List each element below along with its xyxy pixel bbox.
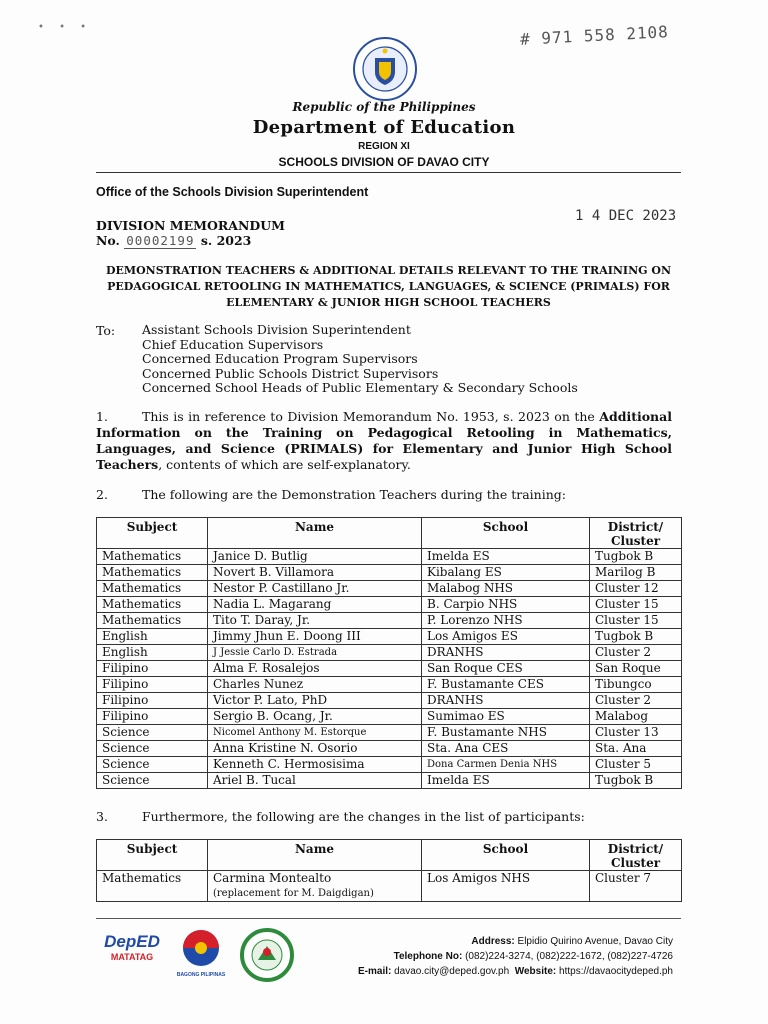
to-label: To: [96, 323, 116, 338]
cell-district: Tugbok B [590, 629, 682, 645]
cell-school: F. Bustamante NHS [422, 725, 590, 741]
cell-subject: Mathematics [97, 565, 208, 581]
cell-name: Tito T. Daray, Jr. [208, 613, 422, 629]
table-row [97, 581, 682, 597]
cell-name-value: Carmina Montealto [213, 871, 332, 885]
cell-subject: Mathematics [97, 597, 208, 613]
bagong-pilipinas-logo [172, 928, 230, 980]
cell-name [208, 871, 422, 902]
division-line: SCHOOLS DIVISION OF DAVAO CITY [278, 155, 490, 169]
footer-telephone [300, 949, 673, 964]
cell-school: B. Carpio NHS [422, 597, 590, 613]
bagong-pilipinas-icon [172, 928, 230, 968]
cell-subject: Science [97, 773, 208, 789]
footer-contact [300, 934, 673, 979]
cell-school: Imelda ES [422, 773, 590, 789]
date-stamp: 1 4 DEC 2023 [575, 208, 677, 224]
memo-no-label: No. [96, 233, 120, 248]
cell-district: Tibungco [590, 677, 682, 693]
cell-district: Marilog B [590, 565, 682, 581]
email-label: E-mail: [358, 966, 392, 977]
table-row [97, 565, 682, 581]
header-school: School [422, 840, 590, 871]
cell-district: Tugbok B [590, 773, 682, 789]
cell-school: P. Lorenzo NHS [422, 613, 590, 629]
table-row [97, 597, 682, 613]
cell-name: J Jessie Carlo D. Estrada [208, 645, 422, 661]
table-row [97, 741, 682, 757]
cell-school: Los Amigos ES [422, 629, 590, 645]
department-title: Department of Education [252, 117, 516, 138]
teacher-rows [97, 549, 682, 789]
cell-name: Ariel B. Tucal [208, 773, 422, 789]
region-line: REGION XI [358, 141, 410, 152]
paragraph-1-pre: This is in reference to Division Memorandum No. 1953, s. 2023 on the [142, 409, 600, 424]
footer-address [300, 934, 673, 949]
cell-school: Sumimao ES [422, 709, 590, 725]
recipient-list [142, 323, 578, 396]
cell-subject: English [97, 629, 208, 645]
address-label: Address: [471, 936, 515, 947]
cell-name: Nadia L. Magarang [208, 597, 422, 613]
paragraph-number: 1. [96, 409, 108, 424]
table-row [97, 773, 682, 789]
header-school: School [422, 518, 590, 549]
recipient-item: Assistant Schools Division Superintendent [142, 322, 411, 337]
cell-school: Malabog NHS [422, 581, 590, 597]
recipient-item: Concerned School Heads of Public Elementary & Secondary Schools [142, 380, 578, 395]
memo-number [96, 233, 251, 248]
cell-name: Janice D. Butlig [208, 549, 422, 565]
deped-matatag-logo [100, 928, 164, 972]
cell-subject: Mathematics [97, 613, 208, 629]
table-row [97, 661, 682, 677]
recipient-item: Concerned Public Schools District Supervisors [142, 365, 439, 381]
table-header-row [97, 518, 682, 549]
cell-subject: Filipino [97, 709, 208, 725]
office-line: Office of the Schools Division Superintendent [96, 185, 369, 199]
memo-title: DIVISION MEMORANDUM [96, 218, 285, 233]
cell-subject: Filipino [97, 677, 208, 693]
cell-subject: Filipino [97, 693, 208, 709]
header-name: Name [208, 840, 422, 871]
cell-school: Dona Carmen Denia NHS [422, 757, 590, 773]
header-divider [96, 172, 681, 173]
cell-subject: Science [97, 725, 208, 741]
table-row [97, 871, 682, 902]
cell-school: Los Amigos NHS [422, 871, 590, 902]
deped-logo-text: DepED [104, 932, 160, 951]
paragraph-3 [96, 809, 672, 825]
paragraph-1-bold: Additional Information on the Training on Pedagogical Retooling in Mathematics, Languages, and Science (PRIMALS) for Elementary and Junior High School Teachers [96, 409, 672, 472]
footer-divider [96, 918, 681, 919]
recipient-item: Chief Education Supervisors [142, 336, 324, 352]
davao-city-division-seal-icon [238, 928, 296, 982]
cell-subject: Science [97, 741, 208, 757]
participant-changes-table [96, 839, 682, 902]
cell-subject: English [97, 645, 208, 661]
cell-district: San Roque [590, 661, 682, 677]
table-row [97, 709, 682, 725]
table-row [97, 725, 682, 741]
cell-subject: Science [97, 757, 208, 773]
cell-name: Alma F. Rosalejos [208, 661, 422, 677]
cell-district: Cluster 7 [590, 871, 682, 902]
paragraph-2 [96, 487, 672, 503]
header-subject: Subject [97, 840, 208, 871]
paragraph-1-post: , contents of which are self-explanatory. [158, 457, 411, 472]
table-row [97, 613, 682, 629]
header-district: District/ Cluster [590, 840, 682, 871]
recipient-item: Concerned Education Program Supervisors [142, 351, 418, 366]
cell-subject: Filipino [97, 661, 208, 677]
telephone-value: (082)224-3274, (082)222-1672, (082)227-4726 [465, 951, 673, 962]
header-name: Name [208, 518, 422, 549]
cell-district: Cluster 15 [590, 613, 682, 629]
cell-name-note: (replacement for M. Daigdigan) [213, 888, 374, 899]
cell-name: Novert B. Villamora [208, 565, 422, 581]
cell-district: Malabog [590, 709, 682, 725]
cell-district: Cluster 2 [590, 645, 682, 661]
header-district: District/ Cluster [590, 518, 682, 549]
cell-district: Sta. Ana [590, 741, 682, 757]
cell-name: Nestor P. Castillano Jr. [208, 581, 422, 597]
deped-seal-icon [352, 36, 418, 102]
cell-district: Cluster 13 [590, 725, 682, 741]
cell-name: Charles Nunez [208, 677, 422, 693]
cell-school: San Roque CES [422, 661, 590, 677]
email-link[interactable]: davao.city@deped.gov.ph [394, 966, 510, 977]
memo-subject: DEMONSTRATION TEACHERS & ADDITIONAL DETAILS RELEVANT TO THE TRAINING ON PEDAGOGICAL RETOOLING IN MATHEMATICS, LANGUAGES, & SCIENCE (PRIMALS) FOR ELEMENTARY & JUNIOR HIGH SCHOOL TEACHERS [105, 264, 671, 309]
footer-email-website [300, 964, 673, 979]
cell-subject: Mathematics [97, 549, 208, 565]
header-subject: Subject [97, 518, 208, 549]
memo-number-value: 00002199 [126, 233, 195, 248]
cell-school: Kibalang ES [422, 565, 590, 581]
table-row [97, 693, 682, 709]
paragraph-1 [96, 409, 672, 473]
cell-name: Kenneth C. Hermosisima [208, 757, 422, 773]
cell-school: Imelda ES [422, 549, 590, 565]
paragraph-number: 2. [96, 487, 108, 502]
cell-name: Sergio B. Ocang, Jr. [208, 709, 422, 725]
republic-line: Republic of the Philippines [292, 100, 476, 114]
paragraph-number: 3. [96, 809, 108, 824]
cell-district: Cluster 5 [590, 757, 682, 773]
scan-artifact: • • • [38, 22, 93, 33]
address-value: Elpidio Quirino Avenue, Davao City [517, 936, 673, 947]
bagong-pilipinas-text: BAGONG PILIPINAS [176, 972, 226, 978]
cell-district: Cluster 2 [590, 693, 682, 709]
cell-subject: Mathematics [97, 871, 208, 902]
cell-school: F. Bustamante CES [422, 677, 590, 693]
table-row [97, 677, 682, 693]
table-row [97, 757, 682, 773]
table-row [97, 549, 682, 565]
cell-name: Nicomel Anthony M. Estorque [208, 725, 422, 741]
cell-district: Tugbok B [590, 549, 682, 565]
cell-school: Sta. Ana CES [422, 741, 590, 757]
cell-district: Cluster 12 [590, 581, 682, 597]
cell-name: Jimmy Jhun E. Doong III [208, 629, 422, 645]
handwritten-note: # 971 558 2108 [519, 22, 670, 49]
matatag-logo-text: MATATAG [110, 952, 154, 962]
table-header-row [97, 840, 682, 871]
paragraph-2-text: The following are the Demonstration Teachers during the training: [142, 487, 566, 502]
cell-school: DRANHS [422, 645, 590, 661]
paragraph-3-text: Furthermore, the following are the changes in the list of participants: [142, 809, 585, 824]
website-link[interactable]: https://davaocitydeped.ph [559, 966, 673, 977]
table-row [97, 629, 682, 645]
cell-school: DRANHS [422, 693, 590, 709]
demonstration-teachers-table [96, 517, 682, 789]
memo-series: s. 2023 [200, 233, 252, 248]
cell-subject: Mathematics [97, 581, 208, 597]
website-label: Website: [514, 966, 557, 977]
cell-name: Victor P. Lato, PhD [208, 693, 422, 709]
cell-name: Anna Kristine N. Osorio [208, 741, 422, 757]
table-row [97, 645, 682, 661]
telephone-label: Telephone No: [393, 951, 463, 962]
cell-district: Cluster 15 [590, 597, 682, 613]
